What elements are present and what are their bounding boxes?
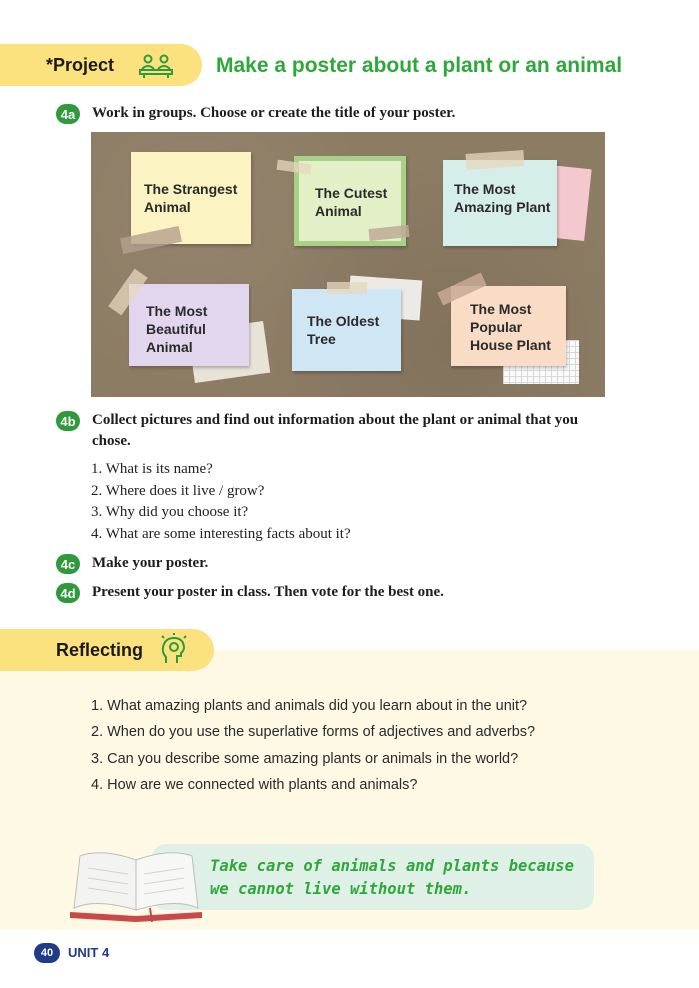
step-4c bbox=[56, 553, 208, 574]
reflecting-label: Reflecting bbox=[56, 639, 144, 660]
step-text: Make your poster. bbox=[92, 555, 209, 571]
step-badge: 4b bbox=[56, 411, 80, 431]
note-text: The Most Amazing Plant bbox=[454, 181, 551, 215]
step-text: Present your poster in class. Then vote for the best one. bbox=[92, 584, 444, 600]
reflecting-tab bbox=[0, 629, 214, 671]
project-tab bbox=[0, 44, 202, 86]
step-4b bbox=[56, 410, 616, 452]
step-text: Collect pictures and find out information about the plant or animal that you chose. bbox=[92, 412, 579, 449]
quote-text: Take care of animals and plants because we cannot live without them. bbox=[210, 857, 574, 898]
reflecting-list bbox=[91, 693, 535, 798]
note-text: The Oldest Tree bbox=[307, 313, 380, 347]
open-book-icon bbox=[66, 850, 206, 922]
note-text: The Strangest Animal bbox=[144, 181, 238, 215]
list-item: 1. What is its name? bbox=[91, 461, 213, 477]
step-badge: 4c bbox=[56, 554, 80, 574]
project-label: *Project bbox=[46, 54, 115, 75]
list-item: 1. What amazing plants and animals did you learn about in the unit? bbox=[91, 698, 528, 714]
list-item: 3. Why did you choose it? bbox=[91, 504, 249, 520]
note-text: The Most Popular House Plant bbox=[470, 301, 551, 353]
question-list bbox=[91, 459, 351, 545]
list-item: 3. Can you describe some amazing plants or animals in the world? bbox=[91, 750, 519, 767]
list-item: 4. How are we connected with plants and animals? bbox=[91, 776, 418, 793]
list-item: 4. What are some interesting facts about it? bbox=[91, 525, 351, 542]
list-item: 2. Where does it live / grow? bbox=[91, 482, 265, 499]
list-item: 2. When do you use the superlative forms of adjectives and adverbs? bbox=[91, 724, 536, 741]
page-number: 40 bbox=[34, 943, 60, 963]
note-text: The Most Beautiful Animal bbox=[146, 303, 208, 355]
project-title: Make a poster about a plant or an animal bbox=[216, 54, 623, 77]
lightbulb-head-icon bbox=[160, 633, 188, 667]
note-text: The Cutest Animal bbox=[315, 185, 388, 219]
unit-label: UNIT 4 bbox=[68, 945, 110, 960]
group-work-icon bbox=[138, 53, 174, 79]
step-4d bbox=[56, 582, 444, 603]
step-badge: 4a bbox=[56, 104, 80, 124]
poster-title-board bbox=[91, 132, 605, 397]
step-badge: 4d bbox=[56, 583, 80, 603]
step-4a bbox=[56, 103, 455, 124]
tape bbox=[327, 282, 367, 294]
step-text: Work in groups. Choose or create the title of your poster. bbox=[92, 105, 456, 121]
